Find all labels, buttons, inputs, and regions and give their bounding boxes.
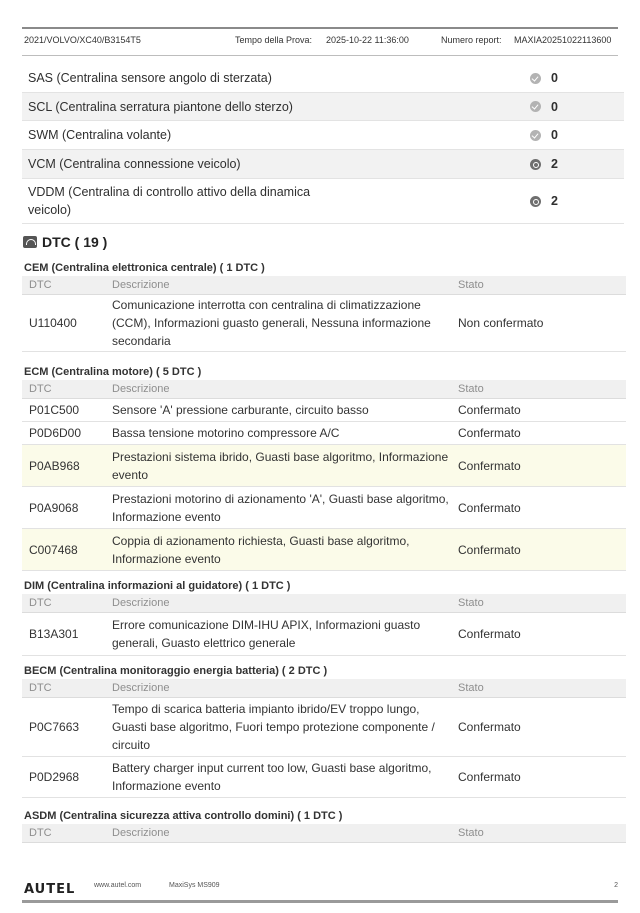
ecu-title: CEM (Centralina elettronica centrale) ( 1 DTC ) xyxy=(24,262,265,274)
col-status: Stato xyxy=(458,383,484,395)
search-circle-icon xyxy=(530,159,541,170)
module-row xyxy=(22,179,624,224)
module-dtc-count: 0 xyxy=(551,71,558,85)
dtc-description: Prestazioni motorino di azionamento 'A', Guasti base algoritmo, Informazione evento xyxy=(112,491,449,524)
col-description: Descrizione xyxy=(112,279,170,291)
dtc-code: P0C7663 xyxy=(29,720,80,734)
dtc-section-title xyxy=(23,234,107,250)
module-name: VDDM (Centralina di controllo attivo della dinamica veicolo) xyxy=(28,185,311,217)
module-dtc-count: 2 xyxy=(551,194,558,208)
dtc-row xyxy=(22,445,626,487)
dtc-description: Sensore 'A' pressione carburante, circuito basso xyxy=(112,403,369,417)
module-status xyxy=(530,100,558,114)
col-description: Descrizione xyxy=(112,597,170,609)
report-number: MAXIA20251022113600 xyxy=(514,35,612,45)
dtc-title-text: DTC ( 19 ) xyxy=(42,234,108,250)
header-rule xyxy=(22,55,618,56)
dtc-status: Confermato xyxy=(458,403,521,417)
report-header xyxy=(24,35,620,49)
dtc-description: Tempo di scarica batteria impianto ibrido/EV troppo lungo, Guasti base algoritmo, Fuori tempo protezione componente / circuito xyxy=(112,702,435,752)
page-number: 2 xyxy=(614,882,618,889)
test-time-label: Tempo della Prova: xyxy=(235,35,313,45)
module-status xyxy=(530,157,558,171)
dtc-row xyxy=(22,487,626,529)
module-dtc-count: 0 xyxy=(551,99,558,114)
footer-website: www.autel.com xyxy=(94,882,142,889)
dtc-code: P01C500 xyxy=(29,403,80,417)
dtc-row xyxy=(22,399,626,422)
module-name: SCL (Centralina serratura piantone dello sterzo) xyxy=(28,99,293,114)
dtc-row xyxy=(22,698,626,757)
dtc-description: Prestazioni sistema ibrido, Guasti base algoritmo, Informazione evento xyxy=(112,449,449,482)
col-dtc: DTC xyxy=(29,383,52,395)
vehicle-id: 2021/VOLVO/XC40/B3154T5 xyxy=(24,35,141,45)
col-status: Stato xyxy=(458,279,484,291)
dtc-row xyxy=(22,529,626,571)
check-circle-icon xyxy=(530,101,541,112)
module-list xyxy=(22,64,624,224)
dtc-row xyxy=(22,613,626,656)
dtc-code: U110400 xyxy=(29,316,77,330)
dtc-table-header xyxy=(22,679,626,698)
car-icon xyxy=(23,236,37,248)
dtc-code: P0D6D00 xyxy=(29,426,82,440)
dtc-description: Errore comunicazione DIM-IHU APIX, Informazioni guasto generali, Guasto elettrico generale xyxy=(112,618,421,650)
col-description: Descrizione xyxy=(112,682,170,694)
module-name: SAS (Centralina sensore angolo di sterzata) xyxy=(28,71,272,85)
ecu-title: BECM (Centralina monitoraggio energia batteria) ( 2 DTC ) xyxy=(24,665,328,677)
dtc-row xyxy=(22,422,626,445)
dtc-status: Confermato xyxy=(458,458,521,473)
ecu-title: ASDM (Centralina sicurezza attiva controllo domini) ( 1 DTC ) xyxy=(24,810,343,822)
dtc-status: Non confermato xyxy=(458,316,544,330)
dtc-description: Coppia di azionamento richiesta, Guasti base algoritmo, Informazione evento xyxy=(112,533,410,566)
footer-product: MaxiSys MS909 xyxy=(169,882,220,889)
dtc-table-header xyxy=(22,276,626,295)
dtc-table-header xyxy=(22,824,626,843)
dtc-row xyxy=(22,757,626,798)
col-description: Descrizione xyxy=(112,827,170,839)
col-dtc: DTC xyxy=(29,827,52,839)
dtc-description: Battery charger input current too low, Guasti base algoritmo, Informazione evento xyxy=(112,761,432,793)
ecu-block-becm xyxy=(22,663,626,798)
dtc-code: C007468 xyxy=(29,542,78,557)
col-status: Stato xyxy=(458,597,484,609)
col-description: Descrizione xyxy=(112,383,170,395)
ecu-title: DIM (Centralina informazioni al guidatore) ( 1 DTC ) xyxy=(24,580,291,592)
dtc-status: Confermato xyxy=(458,500,521,515)
ecu-block-cem xyxy=(22,260,626,352)
dtc-code: B13A301 xyxy=(29,627,79,641)
top-rule xyxy=(22,27,618,29)
ecu-title: ECM (Centralina motore) ( 5 DTC ) xyxy=(24,366,202,378)
dtc-code: P0D2968 xyxy=(29,770,80,784)
col-status: Stato xyxy=(458,682,484,694)
dtc-description: Bassa tensione motorino compressore A/C xyxy=(112,426,340,440)
footer-rule xyxy=(22,900,618,903)
dtc-status: Confermato xyxy=(458,770,521,784)
test-time: 2025-10-22 11:36:00 xyxy=(326,35,409,45)
dtc-code: P0A9068 xyxy=(29,500,79,515)
dtc-status: Confermato xyxy=(458,627,521,641)
ecu-block-asdm xyxy=(22,808,626,843)
module-row xyxy=(22,121,624,150)
module-status xyxy=(530,128,558,142)
dtc-table-header xyxy=(22,594,626,613)
module-row xyxy=(22,150,624,179)
module-status xyxy=(530,194,558,208)
col-dtc: DTC xyxy=(29,279,52,291)
ecu-block-ecm xyxy=(22,364,626,571)
report-number-label: Numero report: xyxy=(441,35,502,45)
dtc-row xyxy=(22,295,626,352)
search-circle-icon xyxy=(530,196,541,207)
dtc-code: P0AB968 xyxy=(29,458,80,473)
dtc-description: Comunicazione interrotta con centralina di climatizzazione (CCM), Informazioni guasto generali, Nessuna informazione secondaria xyxy=(112,298,431,348)
ecu-block-dim xyxy=(22,578,626,656)
dtc-status: Confermato xyxy=(458,426,521,440)
dtc-status: Confermato xyxy=(458,720,521,734)
col-status: Stato xyxy=(458,827,484,839)
col-dtc: DTC xyxy=(29,597,52,609)
report-footer xyxy=(24,880,618,897)
module-name: SWM (Centralina volante) xyxy=(28,128,172,142)
module-dtc-count: 0 xyxy=(551,128,558,142)
module-name: VCM (Centralina connessione veicolo) xyxy=(28,157,241,171)
check-circle-icon xyxy=(530,130,541,141)
autel-logo: AUTEL xyxy=(24,882,76,897)
col-dtc: DTC xyxy=(29,682,52,694)
module-row xyxy=(22,64,624,93)
module-status xyxy=(530,71,558,85)
module-dtc-count: 2 xyxy=(551,157,558,171)
module-row xyxy=(22,93,624,121)
dtc-status: Confermato xyxy=(458,542,521,557)
check-circle-icon xyxy=(530,73,541,84)
dtc-table-header xyxy=(22,380,626,399)
